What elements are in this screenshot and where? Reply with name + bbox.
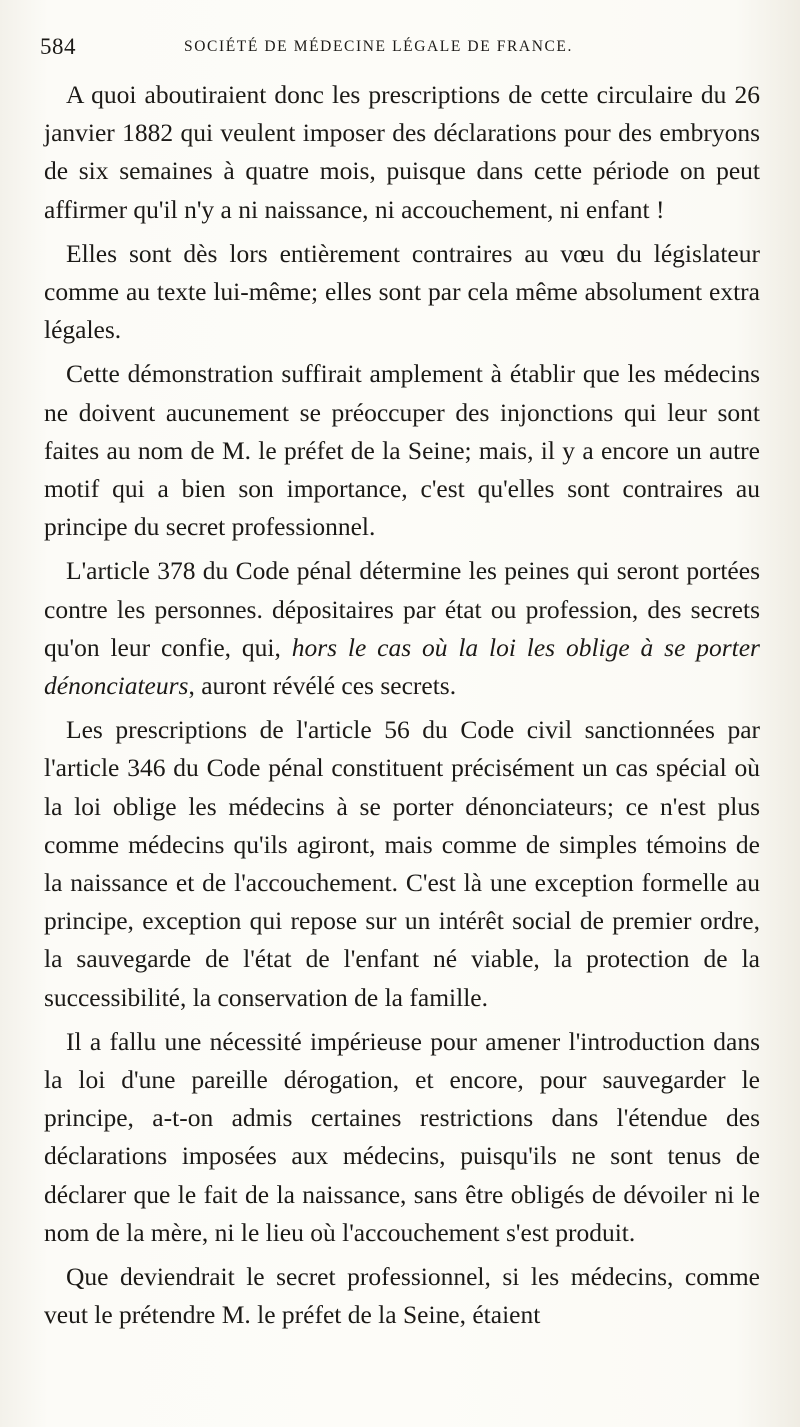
paragraph-6: Il a fallu une nécessité impérieuse pour amener l'introduction dans la loi d'une pareille dérogation, et encore, pour sauvegarder le principe, a-t-on admis certaines restrictions dans l'étendue des déclarations imposées aux médecins, puisqu'ils ne sont tenus de déclarer que le fait de la naissance, sans être obligés de dévoiler ni le nom de la mère, ni le lieu où l'accouchement s'est produit. [44,1026,760,1247]
paragraph-1: A quoi aboutiraient donc les prescriptions de cette circulaire du 26 janvier 1882 qui veulent imposer des déclarations pour des embryons de six semaines à quatre mois, puisque dans cette période on peut affirmer qu'il n'y a ni naissance, ni accouchement, ni enfant ! [44,80,760,224]
paragraph-4-text-end: , auront révélé ces secrets. [188,671,457,701]
paragraph-7: Que deviendrait le secret professionnel, si les médecins, comme veut le prétendre M. le préfet de la Seine, étaient [44,1262,760,1330]
page-number: 584 [40,34,76,59]
body-text [44,76,760,1341]
paragraph-4-text: L'article 378 du Code pénal détermine les peines qui seront portées contre les personnes. dépositaires par état ou profession, des secrets qu'on leur confie, qui, [44,556,760,662]
running-title: SOCIÉTÉ DE MÉDECINE LÉGALE DE FRANCE. [184,38,573,55]
page-header [40,34,770,64]
paragraph-4 [44,552,760,705]
paragraph-2: Elles sont dès lors entièrement contraires au vœu du législateur comme au texte lui-même; elles sont par cela même absolument extra légales. [44,238,760,345]
paragraph-4-italic-quote: hors le cas où la loi les oblige à se porter dénonciateurs [44,632,760,701]
paragraph-3: Cette démonstration suffirait amplement à établir que les médecins ne doivent aucunement se préoccuper des injonctions qui leur sont faites au nom de M. le préfet de la Seine; mais, il y a encore un autre motif qui a bien son importance, c'est qu'elles sont contraires au principe du secret professionnel. [44,359,760,542]
paragraph-5: Les prescriptions de l'article 56 du Code civil sanctionnées par l'article 346 du Code pénal constituent précisément un cas spécial où la loi oblige les médecins à se porter dénonciateurs; ce n'est plus comme médecins qu'ils agiront, mais comme de simples témoins de la naissance et de l'accouchement. C'est là une exception formelle au principe, exception qui repose sur un intérêt social de premier ordre, la sauvegarde de l'état de l'enfant né viable, la protection de la successibilité, la conservation de la famille. [44,715,760,1012]
